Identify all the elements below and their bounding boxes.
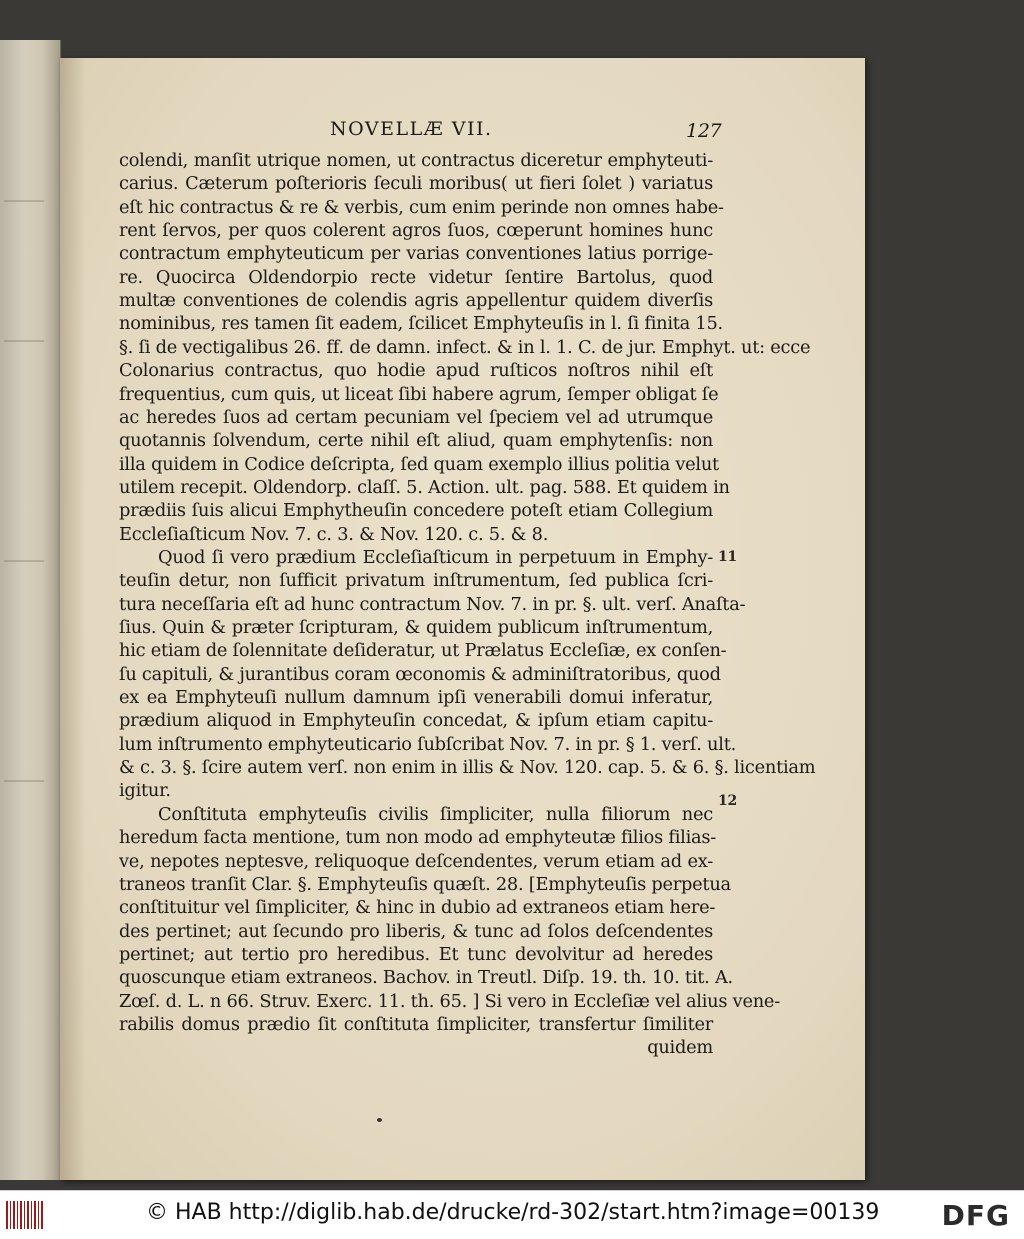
text-line: Colonarius contractus, quo hodie apud ruſticos noſtros nihil eſt	[119, 360, 713, 382]
text-line: igitur.	[119, 780, 171, 802]
text-line: multæ conventiones de colendis agris appellentur quidem diverſis	[119, 290, 713, 312]
text-line: quoscunque etiam extraneos. Bachov. in Treutl. Diſp. 19. th. 10. tit. A.	[119, 967, 733, 989]
text-line: illa quidem in Codice deſcripta, ſed quam exemplo illius politia velut	[119, 453, 719, 475]
text-line: Zœſ. d. L. n 66. Struv. Exerc. 11. th. 65. ] Si vero in Eccleſiæ vel alius vene-	[119, 990, 780, 1012]
hab-logo-icon	[6, 1201, 44, 1229]
text-line: quotannis ſolvendum, certe nihil eſt aliud, quam emphytenſis: non	[119, 430, 713, 452]
text-line: §. ſi de vectigalibus 26. ff. de damn. infect. & in l. 1. C. de jur. Emphyt. ut: ecce	[119, 336, 811, 358]
text-line: heredum facta mentione, tum non modo ad emphyteutæ filios filias-	[119, 827, 716, 849]
text-line: quidem	[647, 1037, 713, 1059]
text-line: teuſin detur, non ſufficit privatum inſtrumentum, ſed publica ſcri-	[119, 570, 713, 592]
text-line: carius. Cæterum poſterioris ſeculi moribus( ut fieri ſolet ) variatus	[119, 173, 713, 195]
text-line: lum inſtrumento emphyteuticario ſubſcribat Nov. 7. in pr. § 1. verſ. ult.	[119, 733, 736, 755]
text-line: re. Quocirca Oldendorpio recte videtur ſentire Bartolus, quod	[119, 266, 713, 288]
margin-number: 12	[718, 793, 737, 809]
text-line: frequentius, cum quis, ut liceat ſibi habere agrum, ſemper obligat ſe	[119, 383, 719, 405]
text-line: & c. 3. §. ſcire autem verſ. non enim in illis & Nov. 120. cap. 5. & 6. §. licentiam	[119, 757, 816, 779]
text-line: contractum emphyteuticum per varias conventiones latius porrige-	[119, 243, 713, 265]
text-line: prædium aliquod in Emphyteuſin concedat, & ipſum etiam capitu-	[119, 710, 713, 732]
text-line: Conſtituta emphyteuſis civilis ſimpliciter, nulla filiorum nec	[158, 803, 713, 825]
copyright-url[interactable]: © HAB http://diglib.hab.de/drucke/rd-302/start.htm?image=00139	[146, 1200, 880, 1225]
text-line: colendi, manſit utrique nomen, ut contractus diceretur emphyteuti-	[119, 150, 713, 171]
text-line: rabilis domus prædio ſit conſtituta ſimpliciter, transfertur ſimiliter	[119, 1013, 713, 1035]
page-number: 127	[686, 120, 722, 142]
text-line: hic etiam de ſolennitate deſideratur, ut Prælatus Eccleſiæ, ex conſen-	[119, 640, 727, 662]
text-line: ex ea Emphyteuſi nullum damnum ipſi venerabili domui inferatur,	[119, 687, 713, 709]
text-line: traneos tranſit Clar. §. Emphyteuſis quæſt. 28. [Emphyteuſis perpetua	[119, 873, 731, 895]
text-line: rent ſervos, per quos colerent agros ſuos, cœperunt homines hunc	[119, 220, 713, 242]
ink-dot	[377, 1118, 382, 1122]
gutter-shadow	[60, 58, 86, 1180]
text-line: ſius. Quin & præter ſcripturam, & quidem publicum inſtrumentum,	[119, 617, 713, 638]
text-line: nominibus, res tamen ſit eadem, ſcilicet Emphyteuſis in l. ſi finita 15.	[119, 313, 723, 335]
text-line: eſt hic contractus & re & verbis, cum enim perinde non omnes habe-	[119, 196, 724, 218]
text-line: Eccleſiaſticum Nov. 7. c. 3. & Nov. 120. c. 5. & 8.	[119, 523, 549, 545]
text-line: ve, nepotes neptesve, reliquoque deſcendentes, verum etiam ad ex-	[119, 850, 713, 872]
text-line: pertinet; aut tertio pro heredibus. Et tunc devolvitur ad heredes	[119, 943, 713, 965]
text-line: conſtituitur vel ſimpliciter, & hinc in dubio ad extraneos etiam here-	[119, 897, 716, 919]
text-line: ac heredes ſuos ad certam pecuniam vel ſpeciem vel ad utrumque	[119, 406, 713, 428]
preceding-page-edge	[0, 40, 61, 1180]
text-line: des pertinet; aut ſecundo pro liberis, & tunc ad ſolos deſcendentes	[119, 920, 713, 942]
text-line: prædiis ſuis alicui Emphytheuſin concedere poteſt etiam Collegium	[119, 500, 713, 522]
text-line: ſu capituli, & jurantibus coram œconomis & adminiſtratoribus, quod	[119, 663, 721, 685]
text-line: tura neceſſaria eſt ad hunc contractum Nov. 7. in pr. §. ult. verſ. Anaſta-	[119, 593, 746, 615]
running-header: NOVELLÆ VII.	[330, 118, 493, 140]
margin-number: 11	[718, 549, 737, 565]
text-line: Quod ſi vero prædium Eccleſiaſticum in perpetuum in Emphy-	[158, 546, 713, 568]
footer-bar	[0, 1190, 1024, 1239]
dfg-logo: DFG	[941, 1199, 1010, 1232]
text-line: utilem recepit. Oldendorp. claſſ. 5. Action. ult. pag. 588. Et quidem in	[119, 476, 730, 498]
